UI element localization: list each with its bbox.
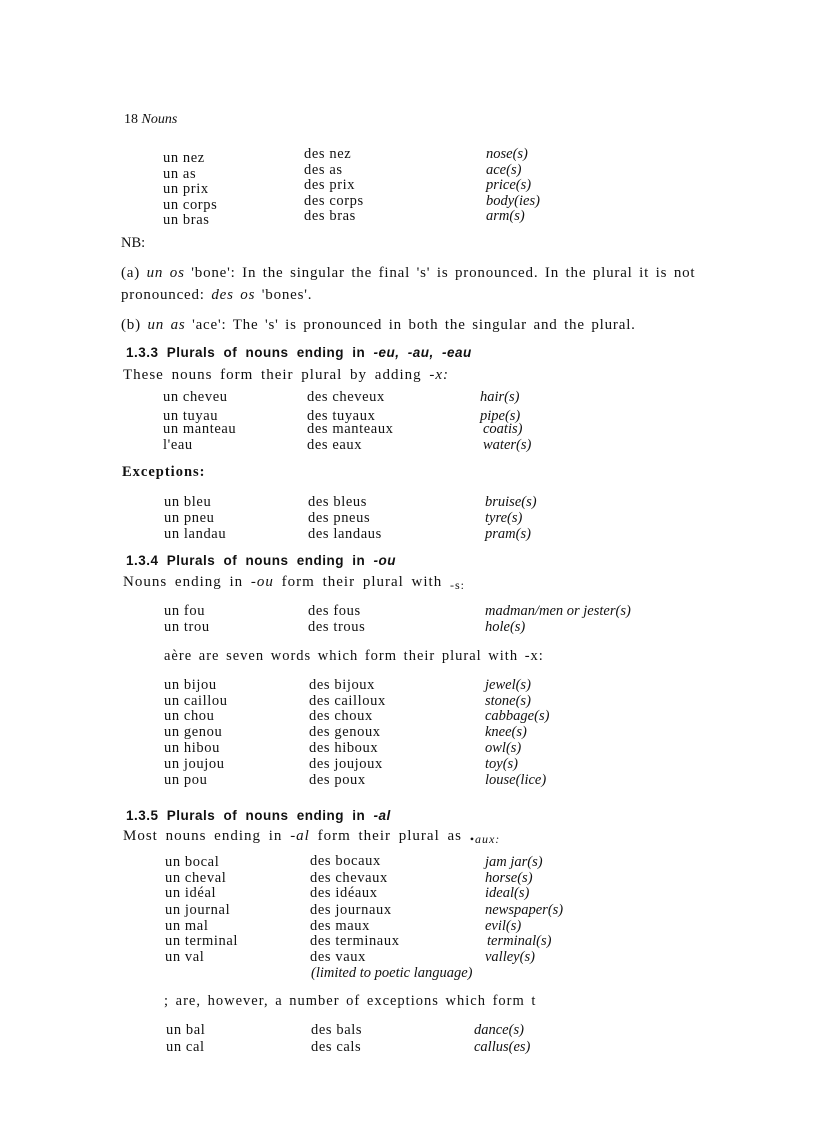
plural-form: des cals [311,1039,362,1055]
english-gloss: pipe(s) [480,408,521,424]
nb-b-text: 'ace': The 's' is pronounced in both the singular and the plural. [185,317,636,333]
heading-ending: -al [373,808,391,823]
english-gloss: toy(s) [485,756,519,772]
poetic-note: (limited to poetic language) [311,965,473,981]
section-134-intro [123,574,465,593]
english-gloss: ace(s) [486,162,522,178]
nb-paragraph-a [121,262,731,306]
english-gloss: evil(s) [485,918,522,934]
singular-form: un idéal [165,885,217,901]
english-gloss: louse(lice) [485,772,547,788]
plural-form: des vaux [310,949,366,965]
english-gloss: body(ies) [486,193,540,209]
plural-form: des idéaux [310,885,378,901]
intro-text-2: form their plural as [309,828,470,844]
running-header [124,112,177,128]
plural-form: des landaus [308,526,382,542]
plural-form: des genoux [309,724,381,740]
section-135-intro [123,828,500,847]
english-gloss: pram(s) [485,526,531,542]
singular-form: un journal [165,902,231,918]
section-133-intro [123,367,449,384]
english-gloss: valley(s) [485,949,535,965]
section-heading-1-3-5 [126,808,391,823]
heading-text: 1.3.5 Plurals of nouns ending in [126,808,374,823]
plural-form: des chevaux [310,870,388,886]
plural-form: des as [304,162,343,178]
singular-form: un terminal [165,933,239,949]
singular-form: un genou [164,724,223,740]
english-gloss: cabbage(s) [485,708,550,724]
plural-form: des terminaux [310,933,400,949]
plural-form: des bijoux [309,677,376,693]
english-gloss: ideal(s) [485,885,530,901]
intro-suffix: -s: [449,578,465,592]
english-gloss: knee(s) [485,724,527,740]
plural-form: des poux [309,772,366,788]
plural-form: des corps [304,193,364,209]
nb-a-word-plural: des os [211,287,256,303]
intro-suffix: •aux: [469,832,501,846]
plural-form: des journaux [310,902,392,918]
singular-form: un bras [163,212,210,228]
heading-text: 1.3.4 Plurals of nouns ending in [126,553,374,568]
plural-form: des prix [304,177,356,193]
intro-text: Nouns ending in [123,574,251,590]
plural-form: des fous [308,603,361,619]
english-gloss: horse(s) [485,870,533,886]
english-gloss: water(s) [483,437,532,453]
english-gloss: arm(s) [486,208,525,224]
singular-form: un cheval [165,870,227,886]
singular-form: un pneu [164,510,215,526]
nb-a-text-end: 'bones'. [255,287,313,303]
singular-form: un mal [165,918,209,934]
plural-form: des cheveux [307,389,385,405]
singular-form: un bal [166,1022,206,1038]
english-gloss: bruise(s) [485,494,537,510]
singular-form: un chou [164,708,215,724]
nb-a-text: 'bone': In the singular the final 's' is pronounced. In the plural it is not pronounced: [121,265,696,303]
plural-form: des bras [304,208,356,224]
english-gloss: madman/men or jester(s) [485,603,631,619]
ou-x-note: aère are seven words which form their plural with -x: [164,648,544,664]
singular-form: un bijou [164,677,217,693]
english-gloss: hair(s) [480,389,520,405]
page-number: 18 [124,112,138,127]
english-gloss: newspaper(s) [485,902,564,918]
singular-form: un corps [163,197,218,213]
intro-word: -ou [250,574,274,590]
singular-form: un val [165,949,205,965]
nb-b-word: un as [147,317,186,333]
singular-form: un cal [166,1039,205,1055]
english-gloss: callus(es) [474,1039,531,1055]
section-heading-1-3-4 [126,553,396,568]
nb-label: NB: [121,235,146,251]
heading-ending: -ou [373,553,397,568]
plural-form: des manteaux [307,421,394,437]
plural-form: des nez [304,146,352,162]
singular-form: un prix [163,181,209,197]
plural-form: des hiboux [309,740,379,756]
running-section-title: Nouns [141,112,178,127]
nb-b-prefix: (b) [121,317,141,333]
intro-text: Most nouns ending in [123,828,291,844]
section-heading-1-3-3 [126,345,472,360]
english-gloss: tyre(s) [485,510,523,526]
plural-form: des bleus [308,494,367,510]
plural-form: des eaux [307,437,363,453]
nb-a-prefix: (a) [121,265,141,281]
intro-text-2: form their plural with [273,574,450,590]
heading-text: 1.3.3 Plurals of nouns ending in [126,345,374,360]
heading-ending: -eu, -au, -eau [373,345,472,360]
singular-form: un pou [164,772,208,788]
plural-form: des pneus [308,510,371,526]
english-gloss: coatis) [483,421,523,437]
singular-form: un trou [164,619,210,635]
singular-form: un bocal [165,854,220,870]
nb-a-word: un os [146,265,185,281]
plural-form: des tuyaux [307,408,376,424]
intro-text: These nouns form their plural by adding [123,367,430,383]
english-gloss: terminal(s) [487,933,552,949]
singular-form: un landau [164,526,227,542]
english-gloss: owl(s) [485,740,522,756]
plural-form: des cailloux [309,693,386,709]
intro-word: -al [290,828,310,844]
singular-form: un nez [163,150,205,166]
singular-form: un bleu [164,494,212,510]
singular-form: un joujou [164,756,225,772]
english-gloss: dance(s) [474,1022,524,1038]
singular-form: l'eau [163,437,193,453]
plural-form: des joujoux [309,756,383,772]
singular-form: un manteau [163,421,237,437]
plural-form: des maux [310,918,370,934]
singular-form: un fou [164,603,206,619]
english-gloss: stone(s) [485,693,531,709]
english-gloss: hole(s) [485,619,526,635]
plural-form: des choux [309,708,373,724]
english-gloss: nose(s) [486,146,528,162]
plural-form: des bocaux [310,853,381,869]
singular-form: un hibou [164,740,220,756]
singular-form: un tuyau [163,408,219,424]
english-gloss: jewel(s) [485,677,531,693]
exceptions-label: Exceptions: [122,464,206,480]
singular-form: un caillou [164,693,228,709]
singular-form: un cheveu [163,389,228,405]
english-gloss: jam jar(s) [485,854,543,870]
english-gloss: price(s) [486,177,532,193]
intro-suffix: -x: [429,367,450,383]
plural-form: des bals [311,1022,363,1038]
plural-form: des trous [308,619,366,635]
nb-paragraph-b [121,314,731,336]
al-exceptions-note: ; are, however, a number of exceptions which form t [164,993,537,1009]
singular-form: un as [163,166,197,182]
